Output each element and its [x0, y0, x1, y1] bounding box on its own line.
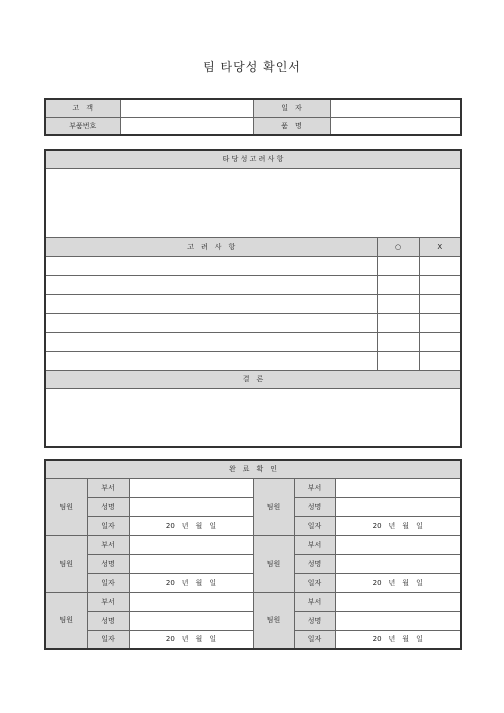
part-no-label: 부품번호	[45, 117, 120, 135]
date-field[interactable]: 20 년 월 일	[129, 573, 253, 592]
name-label: 성명	[294, 497, 335, 516]
name-label: 성명	[87, 497, 129, 516]
team-member-label: 팀원	[253, 592, 294, 649]
page-title: 팀 타당성 확인서	[203, 60, 301, 74]
dept-label: 부서	[294, 535, 335, 554]
name-field[interactable]	[129, 611, 253, 630]
dept-label: 부서	[87, 592, 129, 611]
date-label: 일자	[87, 573, 129, 592]
name-field[interactable]	[335, 554, 461, 573]
feasibility-section-title: 타 당 성 고 려 사 항	[45, 150, 461, 168]
consideration-row	[45, 294, 461, 313]
no-check-cell[interactable]	[419, 256, 461, 275]
no-check-cell[interactable]	[419, 332, 461, 351]
consideration-item-field[interactable]	[45, 256, 377, 275]
conclusion-header: 결 론	[45, 370, 461, 388]
date-label: 일자	[87, 516, 129, 535]
customer-field[interactable]	[120, 99, 253, 117]
yes-check-cell[interactable]	[377, 351, 419, 370]
dept-field[interactable]	[129, 478, 253, 497]
header-table	[44, 98, 462, 136]
date-label: 일 자	[253, 99, 330, 117]
date-field[interactable]: 20 년 월 일	[129, 630, 253, 649]
yes-check-cell[interactable]	[377, 313, 419, 332]
no-column-header: X	[419, 237, 461, 256]
date-label: 일자	[294, 630, 335, 649]
consideration-row	[45, 351, 461, 370]
considerations-header: 고 려 사 항	[45, 237, 377, 256]
item-label: 품 명	[253, 117, 330, 135]
approval-table	[44, 459, 462, 650]
team-member-label: 팀원	[45, 535, 87, 592]
yes-check-cell[interactable]	[377, 294, 419, 313]
no-check-cell[interactable]	[419, 351, 461, 370]
yes-check-cell[interactable]	[377, 332, 419, 351]
dept-field[interactable]	[335, 478, 461, 497]
team-member-label: 팀원	[45, 478, 87, 535]
consideration-row	[45, 313, 461, 332]
dept-label: 부서	[294, 592, 335, 611]
consideration-item-field[interactable]	[45, 351, 377, 370]
team-member-label: 팀원	[253, 478, 294, 535]
dept-field[interactable]	[335, 535, 461, 554]
date-field[interactable]: 20 년 월 일	[335, 516, 461, 535]
dept-label: 부서	[87, 535, 129, 554]
no-check-cell[interactable]	[419, 275, 461, 294]
consideration-row	[45, 275, 461, 294]
no-check-cell[interactable]	[419, 313, 461, 332]
customer-label: 고 객	[45, 99, 120, 117]
name-field[interactable]	[129, 554, 253, 573]
name-field[interactable]	[335, 497, 461, 516]
consideration-item-field[interactable]	[45, 275, 377, 294]
feasibility-notes-field[interactable]	[45, 168, 461, 237]
date-field[interactable]	[330, 99, 461, 117]
name-label: 성명	[294, 611, 335, 630]
consideration-item-field[interactable]	[45, 332, 377, 351]
name-label: 성명	[294, 554, 335, 573]
consideration-row	[45, 256, 461, 275]
name-label: 성명	[87, 611, 129, 630]
item-field[interactable]	[330, 117, 461, 135]
date-label: 일자	[294, 573, 335, 592]
part-no-field[interactable]	[120, 117, 253, 135]
yes-check-cell[interactable]	[377, 256, 419, 275]
team-member-label: 팀원	[45, 592, 87, 649]
no-check-cell[interactable]	[419, 294, 461, 313]
approval-section-title: 완 료 확 인	[45, 460, 461, 478]
dept-field[interactable]	[335, 592, 461, 611]
dept-field[interactable]	[129, 535, 253, 554]
date-label: 일자	[87, 630, 129, 649]
feasibility-table	[44, 149, 462, 448]
date-field[interactable]: 20 년 월 일	[129, 516, 253, 535]
name-label: 성명	[87, 554, 129, 573]
team-member-label: 팀원	[253, 535, 294, 592]
yes-column-header: ○	[377, 237, 419, 256]
dept-label: 부서	[294, 478, 335, 497]
name-field[interactable]	[335, 611, 461, 630]
date-field[interactable]: 20 년 월 일	[335, 630, 461, 649]
dept-label: 부서	[87, 478, 129, 497]
yes-check-cell[interactable]	[377, 275, 419, 294]
date-field[interactable]: 20 년 월 일	[335, 573, 461, 592]
date-label: 일자	[294, 516, 335, 535]
dept-field[interactable]	[129, 592, 253, 611]
conclusion-field[interactable]	[45, 388, 461, 447]
name-field[interactable]	[129, 497, 253, 516]
consideration-item-field[interactable]	[45, 294, 377, 313]
consideration-row	[45, 332, 461, 351]
consideration-item-field[interactable]	[45, 313, 377, 332]
